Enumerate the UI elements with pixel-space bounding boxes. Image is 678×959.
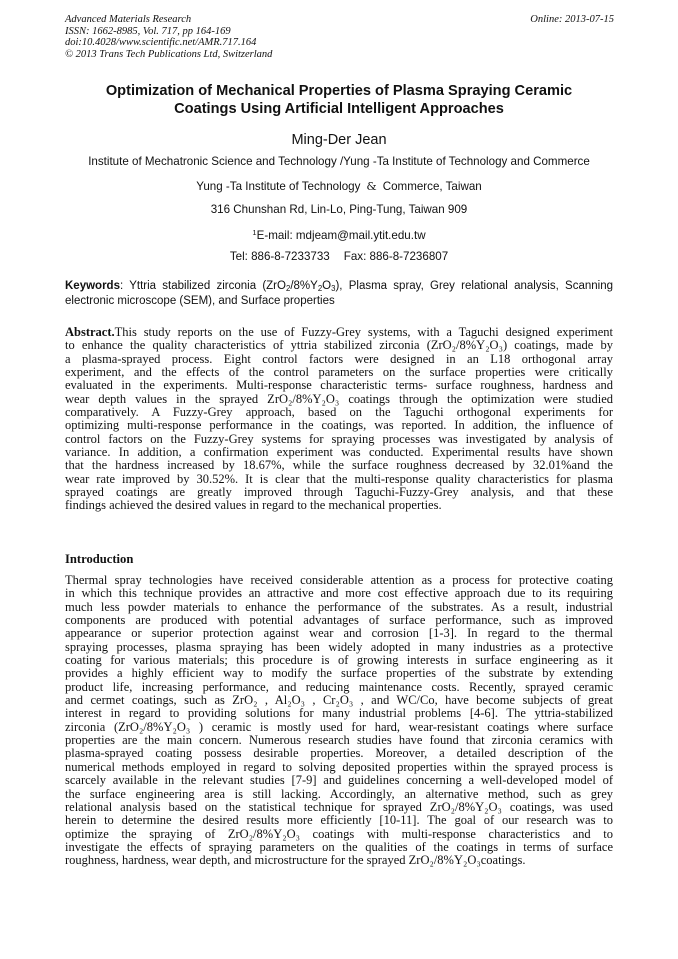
affiliation-email [50,226,628,250]
intro-line: Thermal spray technologies have received considerable attention as a process for protective coating [65,573,613,587]
copyright-line: © 2013 Trans Tech Publications Ltd, Switzerland [65,48,273,60]
abstract-line: sprayed coatings are greatly improved through Taguchi-Fuzzy-Grey analysis, and that these [65,485,613,500]
affiliation-address: 316 Chunshan Rd, Lin-Lo, Ping-Tung, Taiwan 909 [210,202,468,216]
tel-number: Tel: 886-8-7233733 [229,250,330,264]
abstract-line: a plasma-sprayed process. Eight control factors were designed in an L18 orthogonal array [65,351,613,366]
keywords-sub: 2 [317,284,323,293]
intro-line: components are produced with potential advantages of surface performance, such as improved [65,613,613,628]
intro-line: scarcely available in the relevant studies [7-9] and guidelines concerning a well-developed model of [65,773,613,788]
journal-header [65,14,272,60]
abstract-line: comparatively. A Fuzzy-Grey approach, based on the Taguchi orthogonal experiments for [65,405,613,420]
abstract-line: experiment, and the effects of the control parameters on the surface properties were critically [65,365,613,380]
keywords-sub: 2 [285,284,291,293]
school-name: Yung -Ta Institute of Technology [196,179,361,193]
email-marker: 1 [252,228,257,238]
intro-line: spraying processes, plasma spraying has been widely adopted in many industries as a protective [65,639,613,654]
intro-line: interest in regard to providing solutions for many industrial problems [4-6]. The yttria-stabilized [65,706,613,721]
intro-line: investigate the effects of spraying parameters on the qualities of the coatings in terms of surface [65,839,613,854]
intro-line: zirconia (ZrO₂/8%Y₂O₃ ) ceramic is mostly used for hard, wear-resistant coatings where surface [65,719,613,734]
keywords-text: Yttria stabilized zirconia (ZrO [129,280,286,292]
fax-number: Fax: 886-8-7236807 [343,250,449,264]
abstract-text: This study reports on the use of Fuzzy-Grey systems, with a Taguchi designed experiment [114,325,613,339]
abstract-line: that the hardness increased by 18.67%, while the surface roughness decreased by 32.01%and the [65,458,613,473]
abstract-line: optimizing multi-response performance in the coatings, was reported. In addition, the influence of [65,418,613,433]
abstract-line: wear depth values in the sprayed ZrO₂/8%Y₂O₃ coatings through the optimization were studied [65,391,613,406]
keywords-label: Keywords [65,280,120,292]
intro-line: provides a highly efficient way to modify the surface properties of the substrate by extending [65,666,613,681]
keywords-sep: : [119,280,130,292]
intro-line: herein to determine the desired results more efficiently [10-11]. The goal of our research was to [65,813,613,828]
intro-line: roughness, hardness, wear depth, and microstructure for the sprayed ZrO₂/8%Y₂O₃coatings. [65,853,526,868]
title-line-1: Optimization of Mechanical Properties of Plasma Spraying Ceramic [105,83,573,99]
abstract-label: Abstract. [65,325,115,339]
intro-line: relational analysis based on the statistical technique for sprayed ZrO₂/8%Y₂O₃ coatings, was used [65,799,613,814]
abstract-line: control factors on the Fuzzy-Grey systems for spraying processes was investigated by analysis of [65,431,613,446]
section-heading-introduction: Introduction [65,552,134,566]
intro-line: much less powder materials to enhance the performance of the substrates. As a result, industrial [65,599,613,614]
introduction-body [65,574,613,868]
abstract-line: wear rate improved by 30.52%. It is clear that the multi-response quality characteristics for plasma [65,471,613,486]
intro-line: properties are the main concern. Numerous research studies have found that zirconia ceramics with [65,733,613,748]
keywords-text: O [322,280,332,292]
keywords-sub: 3 [331,284,336,293]
keywords-block [65,279,613,308]
affiliation-institute: Institute of Mechatronic Science and Technology /Yung -Ta Institute of Technology and Commerce [88,155,590,168]
author-name: Ming-Der Jean [291,132,387,148]
intro-line: appearance or superior protection against wear and corrosion [1-3]. In regard to the thermal [65,626,613,641]
title-line-2: Coatings Using Artificial Intelligent Approaches [174,101,504,117]
intro-line: the surface engineering area is still lacking. Accordingly, an alternative method, such as grey [65,786,613,801]
intro-line: numerical methods employed in regard to solving deposited properties within the sprayed process is [65,759,613,774]
abstract-line: findings achieved the desired values in regard to the mechanical properties. [65,498,442,513]
paper-title [60,82,618,118]
abstract-line [65,326,613,339]
keywords-text: /8%Y [290,280,318,292]
intro-line: in which this technique provides an attractive and more cost effective approach due to its requiring [65,586,613,601]
abstract-line: variance. In addition, a confirmation experiment was conducted. Experimental results have shown [65,445,613,460]
journal-name: Advanced Materials Research [65,14,192,25]
intro-line: plasma-sprayed coating possess desirable properties. Moreover, a detailed description of the [65,746,613,761]
school-location: Commerce, Taiwan [382,179,482,193]
online-date: Online: 2013-07-15 [530,14,614,25]
affiliation-block [50,155,628,274]
abstract-block [65,326,613,513]
abstract-line: to enhance the quality characteristics of yttria stabilized zirconia (ZrO₂/8%Y₂O₃) coatings, made by [65,338,613,353]
affiliation-school [50,179,628,203]
ampersand: & [366,178,377,193]
intro-line: optimize the spraying of ZrO₂/8%Y₂O₃ coatings with multi-response characteristics and to [65,826,613,841]
doi-line: doi:10.4028/www.scientific.net/AMR.717.164 [65,37,257,48]
email-address: E-mail: mdjeam@mail.ytit.edu.tw [256,229,426,243]
intro-line: and cermet coatings, such as ZrO₂ , Al₂O₃ , Cr₂O₃ , and WC/Co, have become subjects of great [65,693,613,708]
intro-line: coating for various materials; this procedure is of growing interests in surface engineering as it [65,653,613,668]
intro-line: product life, increasing performance, and reducing maintenance costs. Recently, sprayed ceramic [65,679,613,694]
abstract-line: evaluated in the experiments. Multi-response characteristic terms- surface roughness, hardness and [65,378,613,393]
affiliation-phone [50,250,628,274]
issn-line: ISSN: 1662-8985, Vol. 717, pp 164-169 [65,25,231,37]
keywords-text: ), Plasma spray, Grey relational analysis, Scanning electronic microscope (SEM), and Surface properties [65,280,614,307]
